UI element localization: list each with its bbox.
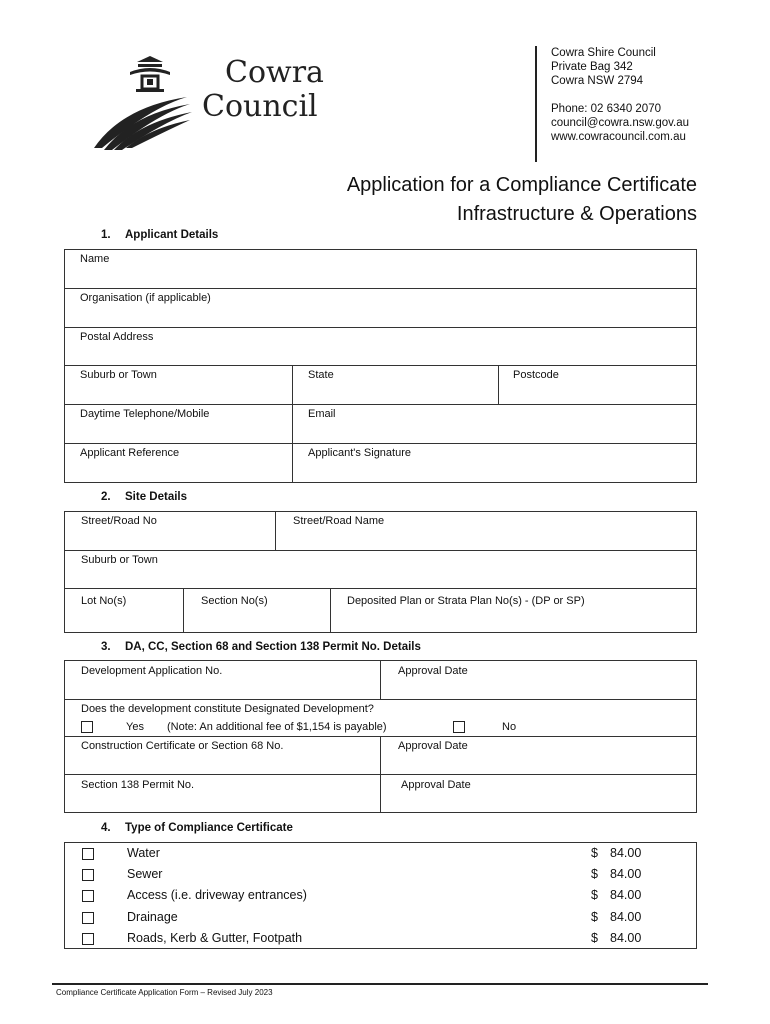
state-field[interactable]: State	[308, 369, 334, 381]
access-label: Access (i.e. driveway entrances)	[127, 888, 307, 902]
da-approval-date-field[interactable]: Approval Date	[398, 665, 468, 677]
designated-yes-label: Yes	[126, 721, 144, 733]
access-checkbox[interactable]	[82, 890, 94, 902]
drainage-label: Drainage	[127, 910, 178, 924]
deposited-plan-field[interactable]: Deposited Plan or Strata Plan No(s) - (DP or SP)	[347, 595, 585, 607]
lot-no-field[interactable]: Lot No(s)	[81, 595, 127, 607]
section-1-heading: 1. Applicant Details	[101, 229, 219, 241]
cc-approval-date-field[interactable]: Approval Date	[398, 740, 468, 752]
roads-fee: 84.00	[610, 931, 642, 945]
water-label: Water	[127, 846, 160, 860]
page-subtitle: Infrastructure & Operations	[456, 203, 697, 225]
page-title: Application for a Compliance Certificate	[346, 174, 697, 196]
section-no-field[interactable]: Section No(s)	[201, 595, 268, 607]
sewer-label: Sewer	[127, 867, 163, 881]
water-checkbox[interactable]	[82, 848, 94, 860]
header-divider	[535, 46, 537, 162]
email-field[interactable]: Email	[308, 408, 336, 420]
da-number-field[interactable]: Development Application No.	[81, 665, 223, 677]
section-4-heading: 4. Type of Compliance Certificate	[101, 822, 293, 834]
contact-address1: Private Bag 342	[551, 61, 633, 73]
sewer-fee: 84.00	[610, 867, 642, 881]
drainage-checkbox[interactable]	[82, 912, 94, 924]
street-name-field[interactable]: Street/Road Name	[293, 515, 385, 527]
site-suburb-field[interactable]: Suburb or Town	[81, 554, 158, 566]
roads-label: Roads, Kerb & Gutter, Footpath	[127, 931, 303, 945]
designated-no-checkbox[interactable]	[453, 721, 465, 733]
street-no-field[interactable]: Street/Road No	[81, 515, 157, 527]
organisation-field[interactable]: Organisation (if applicable)	[80, 292, 211, 304]
contact-address2: Cowra NSW 2794	[551, 75, 644, 87]
contact-name: Cowra Shire Council	[551, 47, 656, 59]
drainage-fee: 84.00	[610, 910, 642, 924]
designated-yes-checkbox[interactable]	[81, 721, 93, 733]
water-fee: 84.00	[610, 846, 642, 860]
roads-checkbox[interactable]	[82, 933, 94, 945]
site-details-table	[64, 511, 697, 633]
designated-fee-note: (Note: An additional fee of $1,154 is payable)	[167, 721, 387, 733]
postcode-field[interactable]: Postcode	[513, 369, 559, 381]
logo-text-council: Council	[202, 89, 318, 124]
sewer-checkbox[interactable]	[82, 869, 94, 881]
access-fee: 84.00	[610, 888, 642, 902]
applicant-signature-field[interactable]: Applicant's Signature	[308, 447, 411, 459]
council-contact-block	[551, 46, 689, 144]
sewer-currency: $	[591, 867, 598, 881]
designated-no-label: No	[502, 721, 517, 733]
designated-development-question: Does the development constitute Designated Development?	[81, 703, 374, 715]
suburb-field[interactable]: Suburb or Town	[80, 369, 157, 381]
telephone-field[interactable]: Daytime Telephone/Mobile	[80, 408, 210, 420]
access-currency: $	[591, 888, 598, 902]
contact-email[interactable]: council@cowra.nsw.gov.au	[551, 117, 690, 129]
water-currency: $	[591, 846, 598, 860]
council-emblem-icon	[92, 52, 202, 152]
contact-phone: Phone: 02 6340 2070	[551, 103, 661, 115]
section-3-heading: 3. DA, CC, Section 68 and Section 138 Permit No. Details	[101, 641, 421, 653]
cc-number-field[interactable]: Construction Certificate or Section 68 No.	[81, 740, 284, 752]
footer-rule	[52, 983, 708, 985]
contact-website[interactable]: www.cowracouncil.com.au	[551, 131, 686, 143]
roads-currency: $	[591, 931, 598, 945]
drainage-currency: $	[591, 910, 598, 924]
s138-approval-date-field[interactable]: Approval Date	[401, 779, 471, 791]
applicant-reference-field[interactable]: Applicant Reference	[80, 447, 180, 459]
section-2-heading: 2. Site Details	[101, 491, 187, 503]
postal-address-field[interactable]: Postal Address	[80, 331, 154, 343]
logo-text-cowra: Cowra	[225, 55, 324, 90]
name-field[interactable]: Name	[80, 253, 110, 265]
council-logo	[92, 52, 342, 152]
footer-text: Compliance Certificate Application Form – Revised July 2023	[56, 988, 273, 997]
s138-permit-field[interactable]: Section 138 Permit No.	[81, 779, 195, 791]
